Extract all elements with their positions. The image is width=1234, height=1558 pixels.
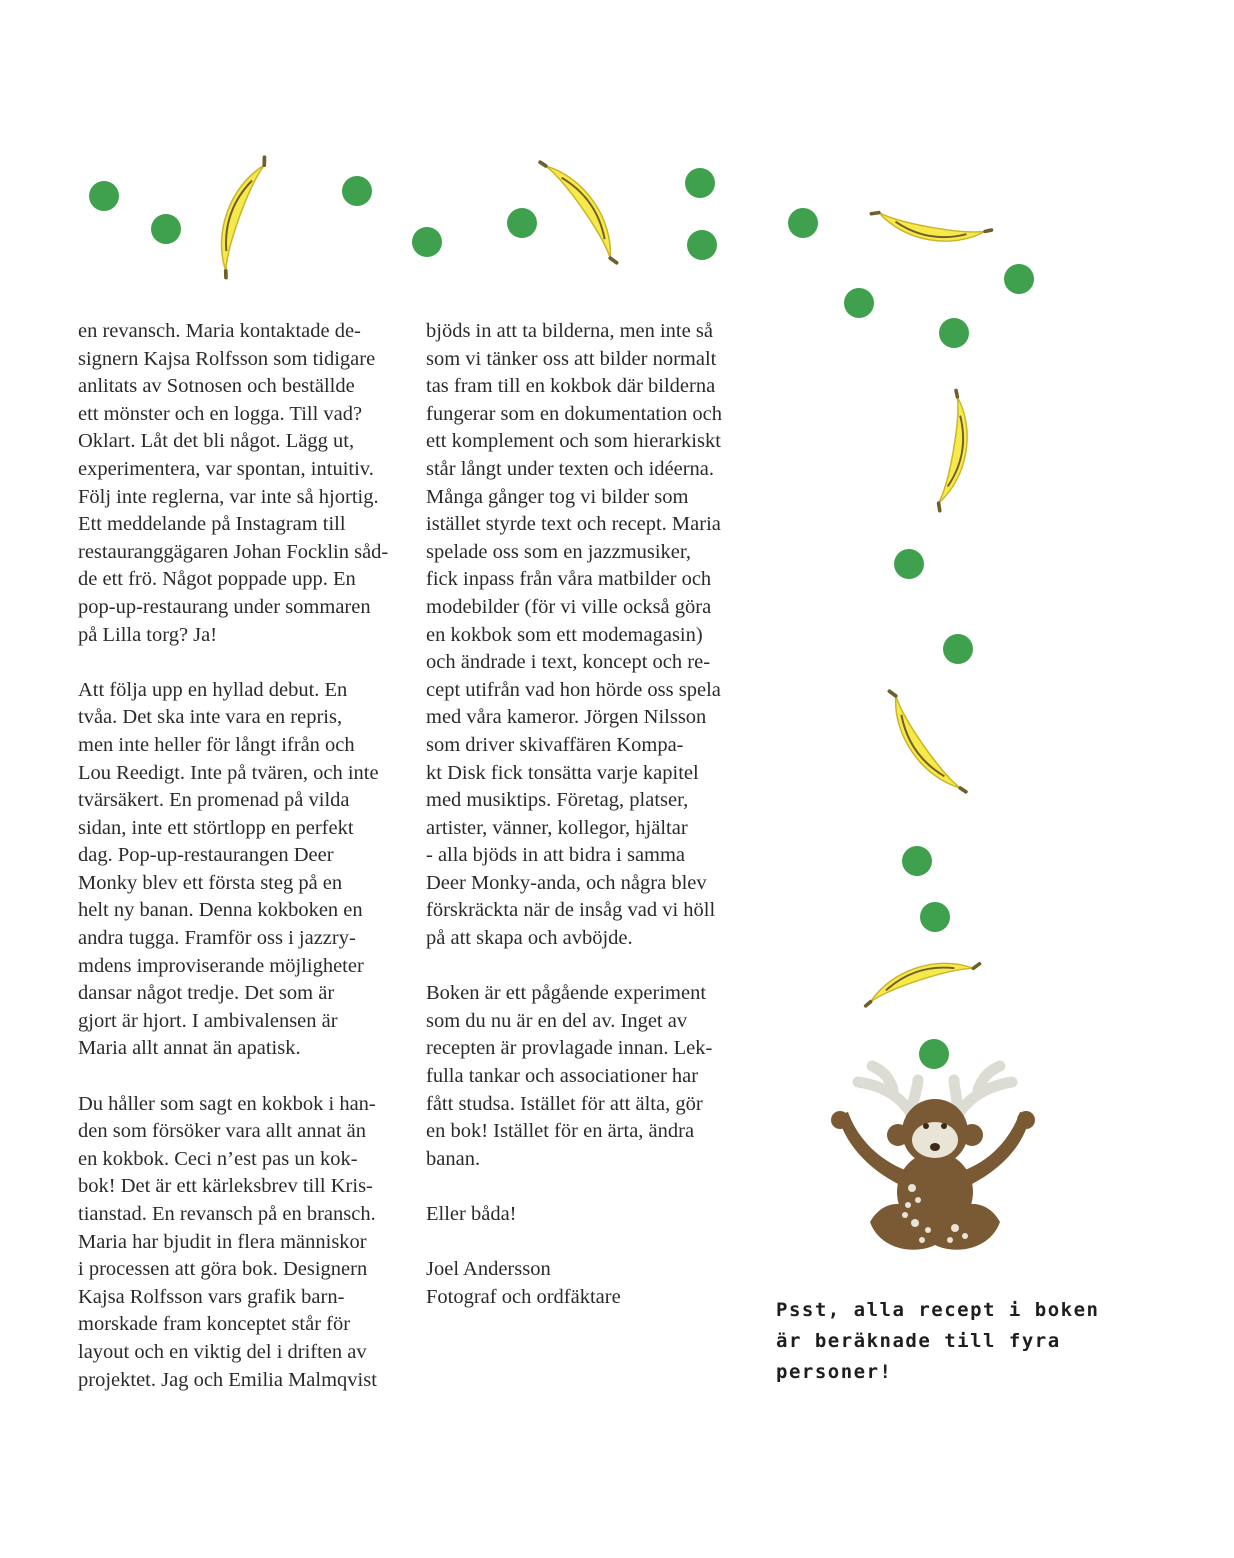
text-line: Deer Monky-anda, och några blev	[426, 871, 707, 894]
text-line: signern Kajsa Rolfsson som tidigare	[78, 347, 376, 370]
text-line: Monky blev ett första steg på en	[78, 871, 343, 894]
text-line: som vi tänker oss att bilder normalt	[426, 347, 717, 370]
text-line: på att skapa och avböjde.	[426, 927, 633, 950]
paragraph	[426, 1201, 766, 1229]
banana-icon	[206, 152, 269, 278]
text-line: fått studsa. Istället för att älta, gör	[426, 1092, 703, 1115]
text-line: Boken är ett pågående experiment	[426, 982, 707, 1005]
text-line: recepten är provlagade innan. Lek-	[426, 1037, 713, 1060]
text-line: med musiktips. Företag, platser,	[426, 789, 689, 812]
text-line: sidan, inte ett störtlopp en perfekt	[78, 816, 354, 839]
pea-icon	[943, 634, 973, 664]
text-line: Psst, alla recept i boken	[776, 1299, 1100, 1321]
banana-icon	[540, 150, 630, 266]
text-line: ett komplement och som hierarkiskt	[426, 430, 721, 453]
banana-icon	[876, 688, 966, 804]
text-line: och ändrade i text, koncept och re-	[426, 651, 711, 674]
text-line: på Lilla torg? Ja!	[78, 623, 218, 646]
text-line: bok! Det är ett kärleksbrev till Kris-	[78, 1175, 373, 1198]
text-line: anlitats av Sotnosen och beställde	[78, 375, 355, 398]
text-line: en bok! Istället för en ärta, ändra	[426, 1120, 695, 1143]
banana-icon	[859, 949, 981, 1006]
text-line: tas fram till en kokbok där bilderna	[426, 375, 716, 398]
pea-icon	[412, 227, 442, 257]
pea-icon	[342, 176, 372, 206]
text-line: Maria allt annat än apatisk.	[78, 1037, 301, 1060]
signature	[426, 1256, 766, 1311]
text-line: i processen att göra bok. Designern	[78, 1258, 368, 1281]
text-line: layout och en viktig del i driften av	[78, 1340, 367, 1363]
text-line: morskade fram konceptet står för	[78, 1313, 351, 1336]
text-line: restauranggägaren Johan Focklin såd-	[78, 540, 389, 563]
text-line: Maria har bjudit in flera människor	[78, 1230, 367, 1253]
text-line: tvåa. Det ska inte vara en repris,	[78, 706, 343, 729]
banana-icon	[869, 209, 992, 250]
text-line: helt ny banan. Denna kokboken en	[78, 899, 363, 922]
paragraph	[78, 1091, 408, 1395]
text-line: dansar något tredje. Det som är	[78, 982, 335, 1005]
monkey-with-antlers-icon	[831, 1066, 1035, 1250]
paragraph	[78, 318, 408, 649]
text-line: kt Disk fick tonsätta varje kapitel	[426, 761, 699, 784]
pea-icon	[507, 208, 537, 238]
text-line: Eller båda!	[426, 1203, 517, 1225]
text-line: dag. Pop-up-restaurangen Deer	[78, 844, 334, 867]
text-line: Många gånger tog vi bilder som	[426, 485, 689, 508]
text-line: Joel Andersson	[426, 1258, 551, 1281]
left-text-column	[78, 318, 408, 1422]
text-line: fulla tankar och associationer har	[426, 1065, 699, 1088]
text-line: banan.	[426, 1147, 481, 1170]
text-line: gjort är hjort. I ambivalensen är	[78, 1009, 338, 1032]
text-line: Att följa upp en hyllad debut. En	[78, 678, 348, 701]
text-line: som driver skivaffären Kompa-	[426, 733, 684, 756]
pea-icon	[939, 318, 969, 348]
text-line: personer!	[776, 1361, 893, 1383]
text-line: modebilder (för vi ville också göra	[426, 595, 712, 618]
text-line: bjöds in att ta bilderna, men inte så	[426, 320, 713, 342]
text-line: tianstad. En revansch på en bransch.	[78, 1203, 376, 1225]
pea-icon	[1004, 264, 1034, 294]
pea-icon	[919, 1039, 949, 1069]
text-line: istället styrde text och recept. Maria	[426, 513, 721, 536]
text-line: en revansch. Maria kontaktade de-	[78, 320, 361, 342]
text-line: med våra kameror. Jörgen Nilsson	[426, 706, 707, 729]
text-line: Lou Reedigt. Inte på tvären, och inte	[78, 761, 379, 784]
pea-icon	[902, 846, 932, 876]
text-line: Oklart. Låt det bli något. Lägg ut,	[78, 430, 355, 453]
text-line: spelade oss som en jazzmusiker,	[426, 540, 692, 563]
text-line: Fotograf och ordfäktare	[426, 1285, 621, 1308]
text-line: Kajsa Rolfsson vars grafik barn-	[78, 1285, 345, 1308]
pea-icon	[685, 168, 715, 198]
text-line: - alla bjöds in att bidra i samma	[426, 844, 686, 867]
pea-icon	[89, 181, 119, 211]
text-line: förskräckta när de insåg vad vi höll	[426, 899, 716, 922]
pea-icon	[151, 214, 181, 244]
pea-icon	[788, 208, 818, 238]
text-line: mdens improviserande möjligheter	[78, 954, 364, 977]
text-line: fungerar som en dokumentation och	[426, 402, 723, 425]
text-line: är beräknade till fyra	[776, 1330, 1061, 1352]
paragraph	[78, 677, 408, 1063]
text-line: projektet. Jag och Emilia Malmqvist	[78, 1368, 377, 1391]
text-line: de ett frö. Något poppade upp. En	[78, 568, 356, 591]
text-line: fick inpass från våra matbilder och	[426, 568, 712, 591]
text-line: Du håller som sagt en kokbok i han-	[78, 1092, 376, 1115]
pea-icon	[894, 549, 924, 579]
servings-note	[776, 1295, 1106, 1388]
text-line: artister, vänner, kollegor, hjältar	[426, 816, 688, 839]
pea-icon	[844, 288, 874, 318]
text-line: en kokbok. Ceci n’est pas un kok-	[78, 1147, 358, 1170]
banana-icon	[935, 390, 976, 513]
text-line: cept utifrån vad hon hörde oss spela	[426, 678, 721, 701]
right-text-column	[426, 318, 766, 1339]
text-line: tvärsäkert. En promenad på vilda	[78, 789, 350, 812]
text-line: experimentera, var spontan, intuitiv.	[78, 457, 374, 480]
text-line: pop-up-restaurang under sommaren	[78, 595, 371, 618]
pea-icon	[687, 230, 717, 260]
paragraph	[426, 318, 766, 953]
text-line: Följ inte reglerna, var inte så hjortig.	[78, 485, 379, 508]
text-line: andra tugga. Framför oss i jazzry-	[78, 927, 356, 950]
text-line: den som försöker vara allt annat än	[78, 1120, 367, 1143]
text-line: Ett meddelande på Instagram till	[78, 513, 346, 536]
text-line: ett mönster och en logga. Till vad?	[78, 402, 363, 425]
pea-icon	[920, 902, 950, 932]
text-line: står långt under texten och idéerna.	[426, 457, 715, 480]
text-line: som du nu är en del av. Inget av	[426, 1009, 688, 1032]
text-line: men inte heller för långt ifrån och	[78, 733, 355, 756]
text-line: en kokbok som ett modemagasin)	[426, 623, 703, 646]
paragraph	[426, 980, 766, 1173]
